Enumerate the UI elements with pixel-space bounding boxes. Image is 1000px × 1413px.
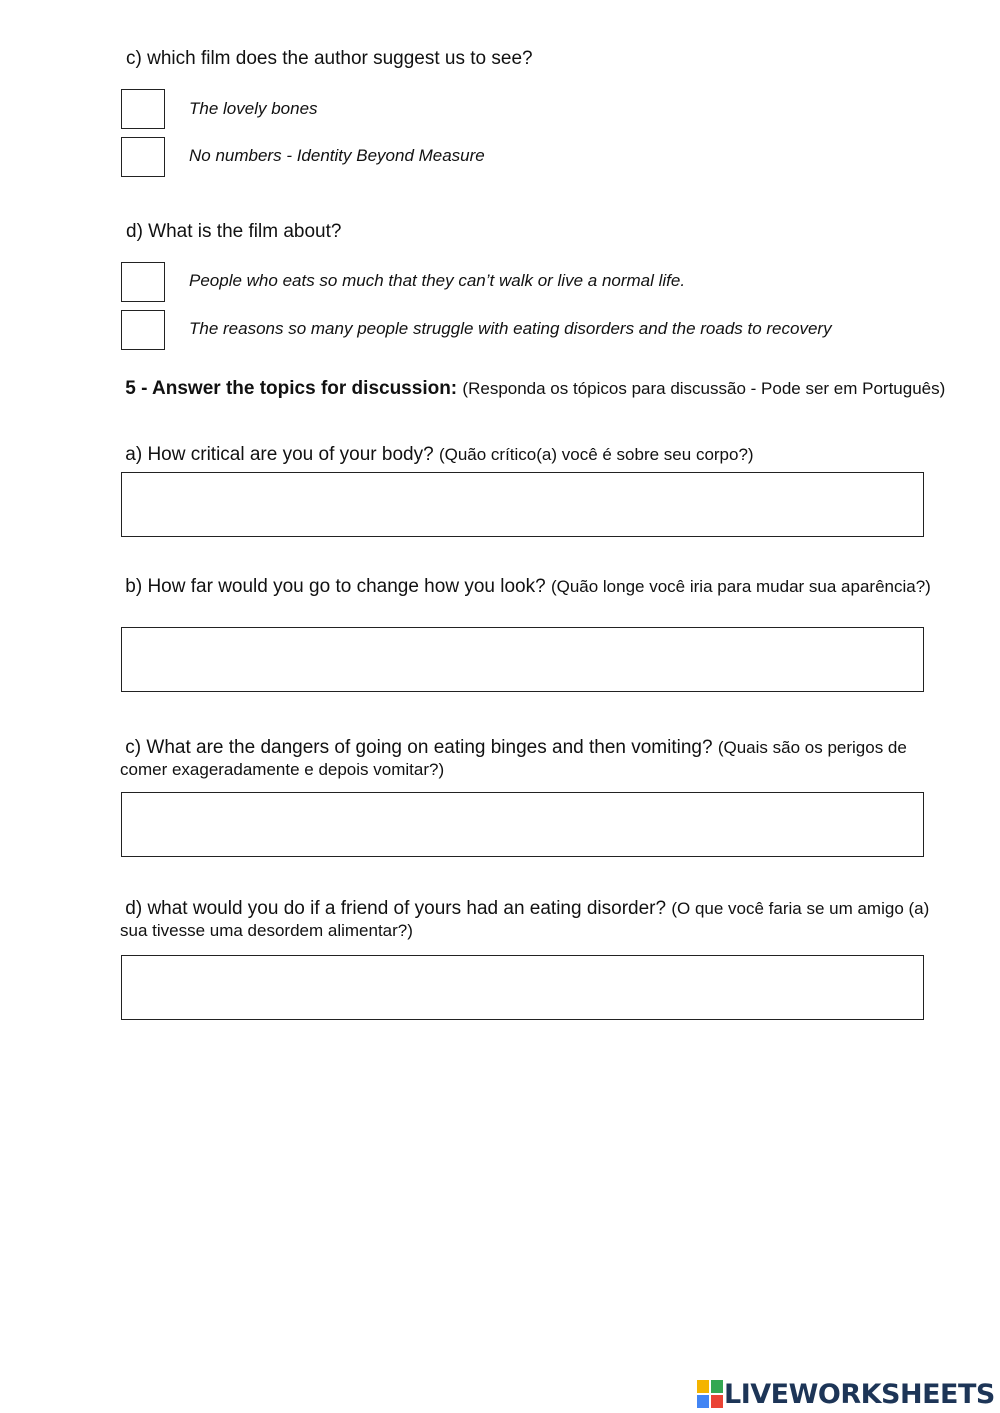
option-checkbox-overeating[interactable] <box>121 262 165 302</box>
answer-box-d[interactable] <box>121 955 924 1020</box>
section-5-subtitle: (Responda os tópicos para discussão - Pode ser em Português) <box>462 379 946 398</box>
answer-box-a[interactable] <box>121 472 924 537</box>
discussion-d-text: d) what would you do if a friend of yours had an eating disorder? <box>125 898 667 919</box>
option-label-overeating: People who eats so much that they can’t walk or live a normal life. <box>189 271 686 290</box>
option-label-no-numbers: No numbers - Identity Beyond Measure <box>189 146 485 165</box>
discussion-b-translation: (Quão longe você iria para mudar sua aparência?) <box>550 577 931 596</box>
question-d-text: d) What is the film about? <box>126 221 342 242</box>
option-checkbox-eating-disorders[interactable] <box>121 310 165 350</box>
logo-tile-blue <box>697 1395 709 1408</box>
option-checkbox-no-numbers[interactable] <box>121 137 165 177</box>
section-5-title: 5 - Answer the topics for discussion: <box>125 378 458 399</box>
discussion-a-text: a) How critical are you of your body? <box>125 444 434 465</box>
logo-tile-yellow <box>697 1380 709 1393</box>
answer-box-b[interactable] <box>121 627 924 692</box>
discussion-question-c <box>120 737 950 781</box>
logo-tile-green <box>711 1380 723 1393</box>
discussion-b-text: b) How far would you go to change how you look? <box>125 576 546 597</box>
logo-tile-red <box>711 1395 723 1408</box>
discussion-c-translation: (Quais são os perigos de comer exageradamente e depois vomitar?) <box>120 738 907 779</box>
discussion-question-a <box>120 444 950 466</box>
discussion-c-text: c) What are the dangers of going on eating binges and then vomiting? <box>125 737 713 758</box>
answer-box-c[interactable] <box>121 792 924 857</box>
discussion-question-d <box>120 898 950 942</box>
liveworksheets-logo-text: LIVEWORKSHEETS <box>724 1378 995 1410</box>
liveworksheets-logo <box>697 1378 995 1410</box>
question-c-text: c) which film does the author suggest us to see? <box>126 48 533 69</box>
option-label-eating-disorders: The reasons so many people struggle with eating disorders and the roads to recovery <box>189 319 832 338</box>
liveworksheets-logo-icon <box>697 1380 723 1408</box>
discussion-question-b <box>120 576 950 598</box>
option-label-lovely-bones: The lovely bones <box>189 99 318 118</box>
section-5-heading <box>120 378 950 400</box>
discussion-d-translation: (O que você faria se um amigo (a) sua tivesse uma desordem alimentar?) <box>120 899 930 940</box>
option-checkbox-lovely-bones[interactable] <box>121 89 165 129</box>
discussion-a-translation: (Quão crítico(a) você é sobre seu corpo?) <box>438 445 754 464</box>
